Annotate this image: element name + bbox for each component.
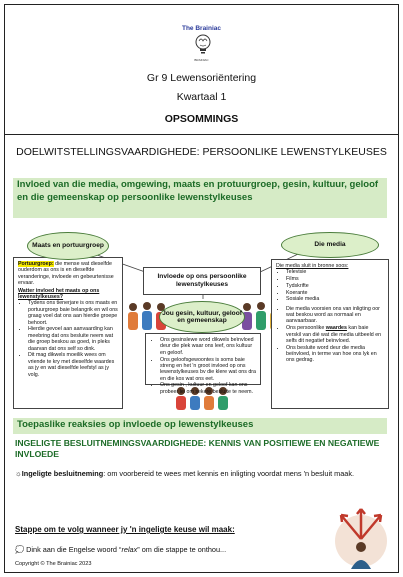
list-item: • Sosiale media <box>286 296 384 302</box>
document-page <box>4 4 399 573</box>
informed-decision-definition <box>15 469 390 479</box>
media-bullet2-post: kan baie verskil van dié wat die media uitbeeld en selfs dit negatief beïnvloed. <box>286 325 382 344</box>
family-box <box>145 333 261 395</box>
informed-term: Ingeligte besluitneming <box>21 469 104 478</box>
lightbulb-icon: ☼ <box>15 469 22 478</box>
list-item: • Koerante <box>286 290 384 296</box>
list-item <box>286 325 384 344</box>
list-item: • Tydens ons tienerjare is ons maats en portuurgroep baie belangrik en wil ons graag voel dat ons aan hierdie groepe behoort. <box>28 300 118 326</box>
center-box: Invloede op ons persoonlike lewenstylkeuses <box>143 267 261 295</box>
peers-question: Watter invloed het maats op ons lewenstylkeuses? <box>18 287 100 301</box>
peers-oval: Maats en portuurgroep <box>27 232 109 260</box>
dink-line <box>15 545 335 554</box>
list-item: • Films <box>286 276 384 282</box>
decision-skills-subheading: INGELIGTE BESLUITNEMINGSVAARDIGHEDE: KENNIS VAN POSITIEWE EN NEGATIEWE INVLOEDE <box>15 438 380 459</box>
media-box <box>271 259 389 409</box>
peer-group-term: Portuurgroep: <box>18 261 54 267</box>
copyright: Copyright © The Brainiac 2023 <box>15 561 92 567</box>
list-item: • Dit mag dikwels moeilik wees om vriende te kry met dieselfde waardes as jy en wat dieselfde leefstyl as jy volg. <box>28 352 118 378</box>
influences-heading-band: Invloed van die media, omgewing, maats en protuurgroep, gesin, kultuur, geloof en die gemeenskap op persoonlike lewenstylkeuses <box>13 178 387 218</box>
steps-heading: Stappe om te volg wanneer jy 'n ingeligte keuse wil maak: <box>15 525 235 534</box>
grade-title: Gr 9 Lewensoriëntering <box>146 72 257 84</box>
peers-box <box>13 257 123 409</box>
list-item: • Ons besluite word deur die media beïnvloed, in terme van hoe ons lyk en ons gedrag. <box>286 345 384 364</box>
logo-caption: BRAINIAC <box>194 58 209 62</box>
media-bullet2-pre: Ons persoonlike <box>286 325 326 332</box>
influences-diagram <box>13 225 391 412</box>
brand-name: The Brainiac <box>181 25 221 32</box>
peer-group-definition: die mense wat dieselfde ouderdom as ons is en dieselfde veranderinge, invloede en gebeurtenisse ervaar. <box>18 261 114 287</box>
section-title: DOELWITSTELLINGSVAARDIGHEDE: PERSOONLIKE LEWENSTYLKEUSES <box>16 146 387 158</box>
lightbulb-logo-icon <box>192 33 214 57</box>
media-oval: Die media <box>281 232 379 258</box>
list-item: • Die media voorsien ons van inligting oor wat beskou word as normaal en aanvaarbaar. <box>286 306 384 325</box>
doc-type-title: OPSOMMINGS <box>164 113 239 125</box>
list-item: • Ons gesinslewe word dikwels beïnvloed deur die plek waar ons leef, ons kultuur en geloof. <box>160 337 256 356</box>
informed-text: : om voorbereid te wees met kennis en inligting voordat mens 'n besluit maak. <box>103 469 355 478</box>
list-item: • Televisie <box>286 269 384 275</box>
divider <box>5 134 398 135</box>
term-title: Kwartaal 1 <box>176 91 227 103</box>
decision-arrows-person-icon <box>327 501 395 571</box>
thought-bubble-icon: 💭 <box>15 545 25 554</box>
list-item: • Tydskrifte <box>286 283 384 289</box>
reactions-heading-band: Toepaslike reaksies op invloede op lewenstylkeuses <box>13 418 387 434</box>
list-item: • Ons geloofsgewoontes is soms baie streng en het 'n groot invloed op ons lewenstylkeuses bv die klere wat ons dra en die kos wat ons eet. <box>160 357 256 383</box>
relax-word: relax <box>121 545 138 554</box>
dink-pre: Dink aan die Engelse woord “ <box>26 545 122 554</box>
list-item: • Ons gesin , kultuur en geloof kan ons probeer lei om sekere besluite te neem. <box>160 382 256 395</box>
dink-post: ” om die stappe te onthou... <box>137 545 227 554</box>
list-item: • Hierdie gevoel aan aanvaarding kan meebring dat ons besluite neem wat die groep beskou as goed, in pleks daarvan dat ons self so dink. <box>28 326 118 352</box>
family-oval: Jou gesin, kultuur, geloof en gemeenskap <box>159 301 245 333</box>
media-intro: Die media sluit in bronne soos: <box>276 263 349 269</box>
values-link: waardes <box>325 325 347 332</box>
